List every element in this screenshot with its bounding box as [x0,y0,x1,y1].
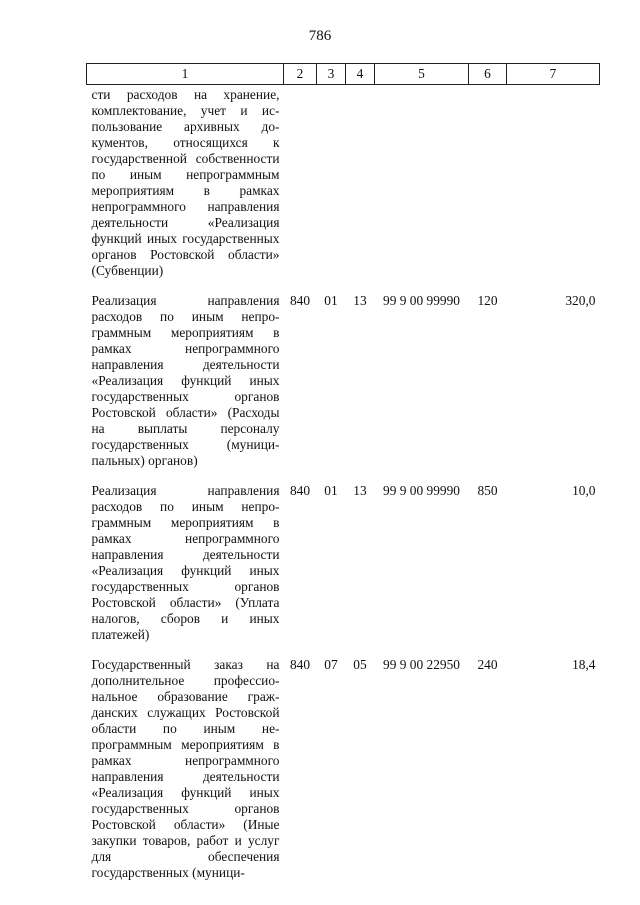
row-description: сти расходов на хранение, комплектование, учет и использование архивных документов, относящихся к государственной собственности по иным непрограммным мероприятиям в рамках непрограммного направления деятельности «Реализация функций иных государственных органов Ростовской области» (Субвенции) [91,87,280,278]
row-target-code: 99 9 00 22950 [383,657,460,672]
row-subsection-code: 13 [353,293,367,308]
page-number: 786 [308,28,332,44]
row-description: Государственный заказ на дополнительное профессиональное образование гражданских служащих Ростовской области по иным непрограммным мероприятиям в рамках непрограммного направления деятельности «Реализация функций иных государственных органов Ростовской области» (Иные закупки товаров, работ и услуг для обеспечения государственных (муници- [91,657,280,880]
row-description: Реализация направления расходов по иным непрограммным мероприятиям в рамках непрограммного направления деятельности «Реализация функций иных государственных органов Ростовской области» (Расходы на выплаты персоналу государственных (муниципальных) органов) [91,293,280,468]
row-expense-type: 120 [477,293,498,308]
row-section-code [317,85,346,294]
budget-table [86,63,600,895]
table-header [87,64,600,85]
column-header-6: 6 [469,64,507,85]
column-header-3: 3 [317,64,346,85]
row-ministry-code: 840 [289,483,311,498]
row-section-code: 01 [324,483,338,498]
row-target-code: 99 9 00 99990 [383,293,460,308]
table-row [87,657,600,895]
row-expense-type [469,85,507,294]
table-row [87,293,600,483]
row-ministry-code: 840 [289,293,311,308]
row-ministry-code [284,85,317,294]
table-row [87,483,600,657]
row-subsection-code [346,85,375,294]
column-header-1: 1 [87,64,284,85]
column-header-4: 4 [346,64,375,85]
row-ministry-code: 840 [289,657,311,672]
row-expense-type: 240 [477,657,498,672]
row-amount: 18,4 [572,657,596,672]
row-target-code: 99 9 00 99990 [383,483,460,498]
row-subsection-code: 05 [353,657,367,672]
row-subsection-code: 13 [353,483,367,498]
header-row [87,64,600,85]
row-amount: 320,0 [565,293,596,308]
row-section-code: 01 [324,293,338,308]
row-amount [507,85,600,294]
row-target-code [375,85,469,294]
column-header-2: 2 [284,64,317,85]
row-section-code: 07 [324,657,338,672]
column-header-7: 7 [507,64,600,85]
table-row [87,85,600,294]
row-expense-type: 850 [477,483,498,498]
row-amount: 10,0 [572,483,596,498]
row-description: Реализация направления расходов по иным непрограммным мероприятиям в рамках непрограммного направления деятельности «Реализация функций иных государственных органов Ростовской области» (Уплата налогов, сборов и иных платежей) [91,483,280,642]
column-header-5: 5 [375,64,469,85]
table-body [87,85,600,896]
